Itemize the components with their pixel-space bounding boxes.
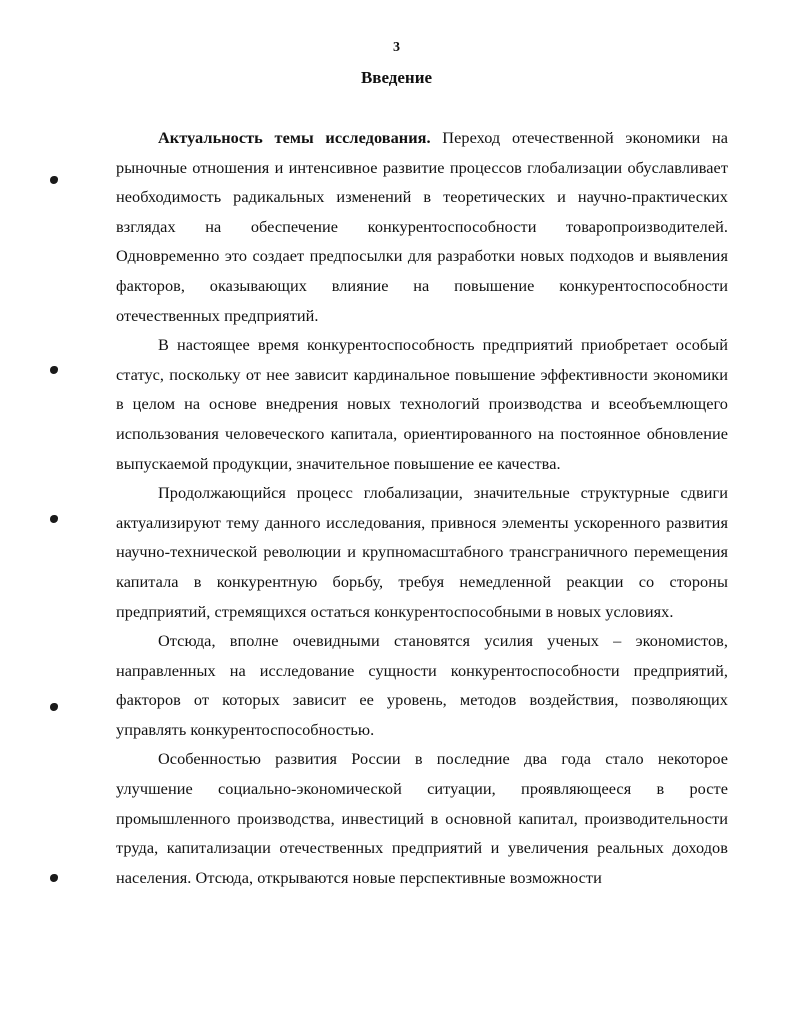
paragraph: В настоящее время конкурентоспособность предприятий приобретает особый статус, поскольку от нее зависит кардинальное повышение эффективности экономики в целом на основе внедрения новых технологий производства и всеобъемлющего использования человеческого капитала, ориентированного на постоянное обновление выпускаемой продукции, значительное повышение ее качества.	[116, 335, 728, 473]
punch-mark	[50, 703, 58, 711]
paragraph: Особенностью развития России в последние два года стало некоторое улучшение социально-экономической ситуации, проявляющееся в росте промышленного производства, инвестиций в основной капитал, производительности труда, капитализации отечественных предприятий и увеличения реальных доходов населения. Отсюда, открываются новые перспективные возможности	[116, 749, 728, 887]
paragraph: Отсюда, вполне очевидными становятся усилия ученых – экономистов, направленных на исследование сущности конкурентоспособности предприятий, факторов от которых зависит ее уровень, методов воздействия, позволяющих управлять конкурентоспособностью.	[116, 631, 728, 739]
body-text	[116, 123, 728, 892]
paragraph-lead: Актуальность темы исследования.	[158, 128, 431, 147]
paragraph-relevance	[116, 123, 728, 330]
punch-mark	[50, 515, 58, 523]
punch-mark	[50, 366, 58, 374]
page-title: Введение	[360, 68, 433, 87]
punch-mark	[50, 874, 58, 882]
page-number: 3	[393, 40, 400, 55]
paragraph: Продолжающийся процесс глобализации, значительные структурные сдвиги актуализируют тему данного исследования, привнося элементы ускоренного развития научно-технической революции и крупномасштабного трансграничного перемещения капитала в конкурентную борьбу, требуя немедленной реакции со стороны предприятий, стремящихся остаться конкурентоспособными в новых условиях.	[116, 483, 728, 621]
punch-mark	[50, 176, 58, 184]
paragraph-text: Переход отечественной экономики на рыночные отношения и интенсивное развитие процессов глобализации обуславливает необходимость радикальных изменений в теоретических и научно-практических взглядах на обеспечение конкурентоспособности товаропроизводителей. Одновременно это создает предпосылки для разработки новых подходов и выявления факторов, оказывающих влияние на повышение конкурентоспособности отечественных предприятий.	[116, 128, 728, 325]
